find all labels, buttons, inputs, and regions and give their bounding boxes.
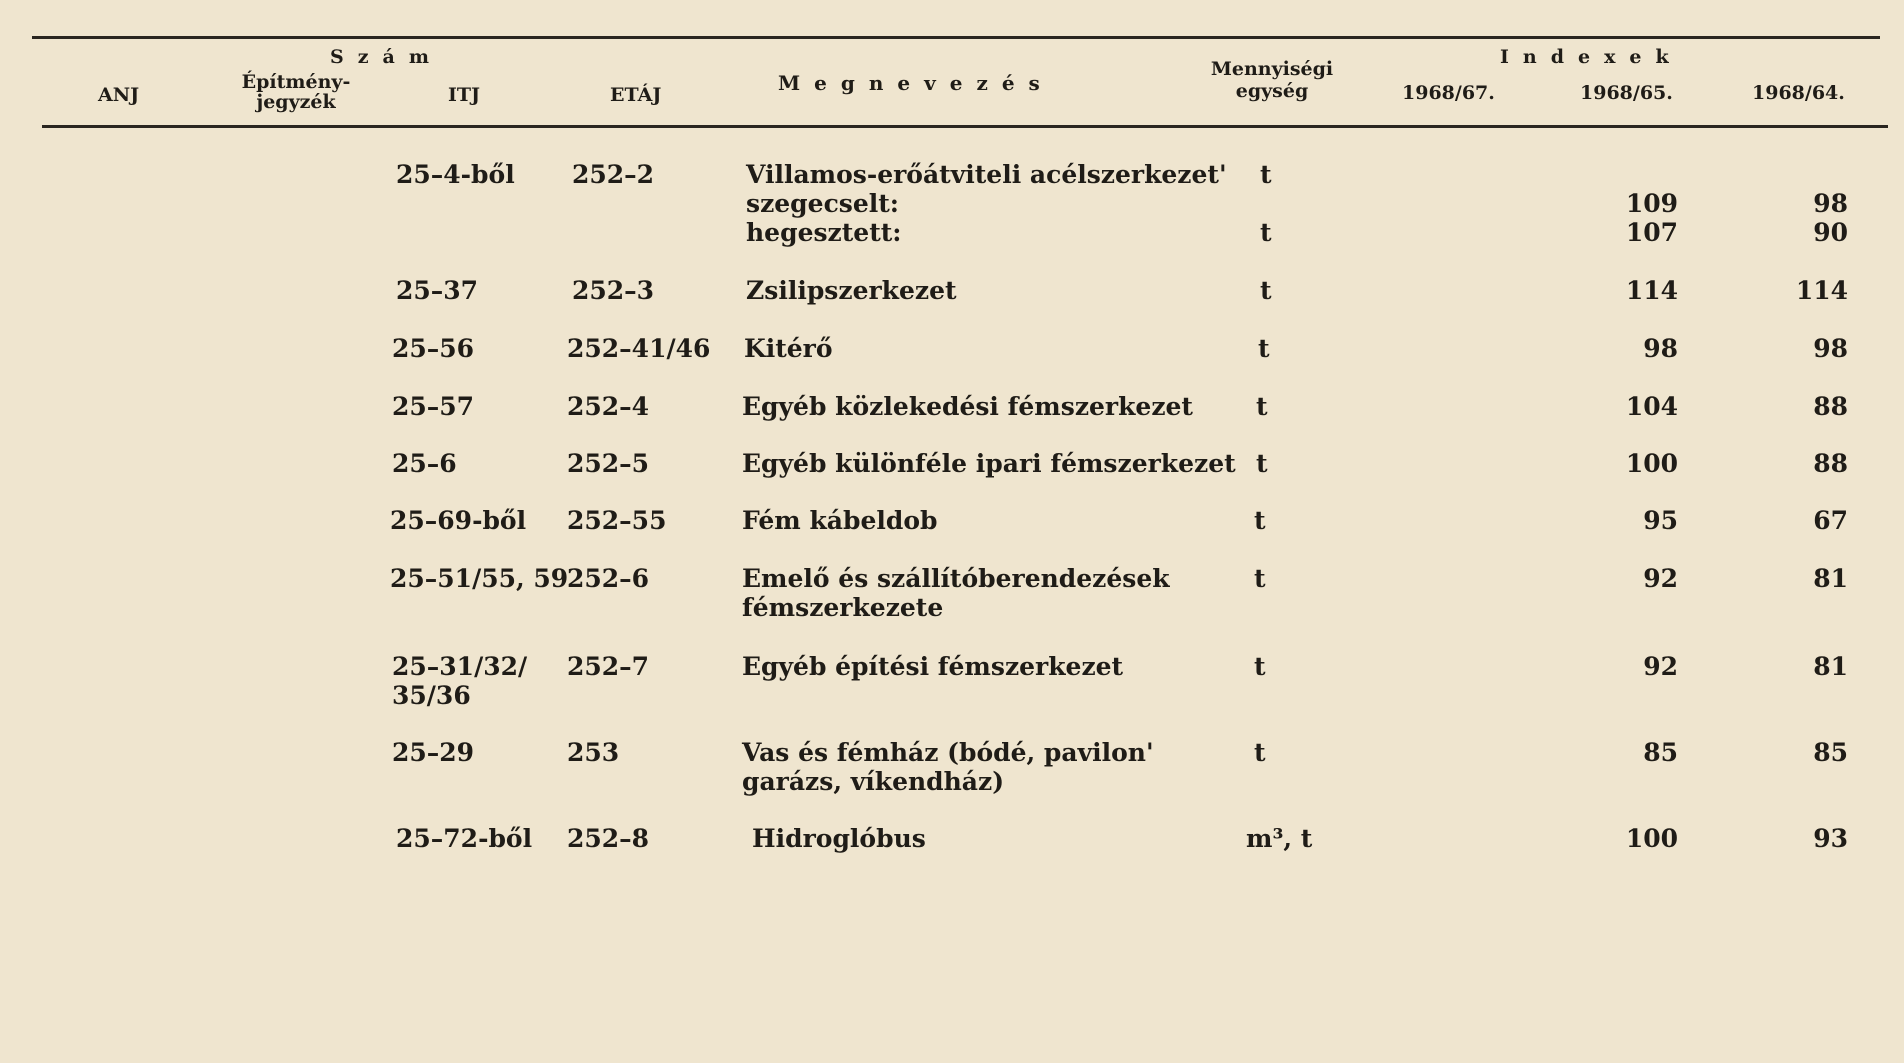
header-indexek: Indexek: [1500, 46, 1683, 68]
row-8-name: Egyéb építési fémszerkezet: [742, 652, 1124, 681]
row-2-index-64: 114: [1795, 276, 1848, 305]
header-mennyisegi-line2: egység: [1235, 80, 1309, 102]
row-10-index-65: 100: [1625, 824, 1678, 853]
row-9-index-65: 85: [1643, 738, 1678, 767]
row-5-itj: 25–6: [392, 449, 457, 478]
row-8-index-65: 92: [1643, 652, 1678, 681]
row-9-name-line2: garázs, víkendház): [742, 767, 1005, 796]
table-header-rule: [42, 125, 1888, 128]
row-5-index-64: 88: [1813, 449, 1848, 478]
header-mennyisegi-line1: Mennyiségi: [1210, 58, 1334, 80]
row-1-name: [746, 160, 1227, 247]
row-1-name-line2: szegecselt:: [746, 189, 900, 218]
row-6-name: Fém kábeldob: [742, 506, 938, 535]
row-9-unit: t: [1254, 738, 1266, 767]
row-1-itj: 25–4-ből: [396, 160, 515, 189]
header-epitmeny-line2: jegyzék: [256, 91, 336, 113]
row-6-index-65: 95: [1643, 506, 1678, 535]
row-6-itj: 25–69-ből: [390, 506, 527, 535]
header-epitmenyjegyzek: [226, 72, 366, 112]
row-1-unit-2: t: [1260, 218, 1272, 247]
row-10-etaj: 252–8: [567, 824, 650, 853]
header-anj: ANJ: [98, 84, 140, 106]
row-7-index-65: 92: [1643, 564, 1678, 593]
row-7-name-line1: Emelő és szállítóberendezések: [742, 564, 1170, 593]
row-9-index-64: 85: [1813, 738, 1848, 767]
row-3-etaj: 252–41/46: [567, 334, 711, 363]
table-top-rule: [32, 36, 1880, 39]
row-7-unit: t: [1254, 564, 1266, 593]
row-1-name-line3: hegesztett:: [746, 218, 902, 247]
row-3-unit: t: [1258, 334, 1270, 363]
header-megnevezes: Megnevezés: [778, 71, 1054, 95]
row-1-etaj: 252–2: [572, 160, 655, 189]
row-4-name: Egyéb közlekedési fémszerkezet: [742, 392, 1193, 421]
row-5-index-65: 100: [1625, 449, 1678, 478]
row-10-itj: 25–72-ből: [396, 824, 533, 853]
row-2-name: Zsilipszerkezet: [746, 276, 957, 305]
row-5-unit: t: [1256, 449, 1268, 478]
row-8-index-64: 81: [1813, 652, 1848, 681]
row-1-index-65-b: 107: [1625, 218, 1678, 247]
row-3-name: Kitérő: [744, 334, 833, 363]
row-1-name-line1: Villamos-erőátviteli acélszerkezet': [746, 160, 1227, 189]
row-7-name: [742, 564, 1170, 622]
row-9-name: [742, 738, 1154, 796]
row-1-index-65-a: 109: [1625, 189, 1678, 218]
row-6-unit: t: [1254, 506, 1266, 535]
row-5-etaj: 252–5: [567, 449, 650, 478]
header-mennyisegi-egyseg: [1192, 58, 1352, 102]
row-7-itj: 25–51/55, 59: [390, 564, 569, 593]
row-8-itj-line2: 35/36: [392, 681, 471, 710]
row-2-index-65: 114: [1625, 276, 1678, 305]
row-3-itj: 25–56: [392, 334, 475, 363]
row-8-unit: t: [1254, 652, 1266, 681]
header-year-1968-64: 1968/64.: [1752, 82, 1845, 104]
header-etaj: ETÁJ: [610, 84, 662, 106]
row-2-itj: 25–37: [396, 276, 479, 305]
row-6-index-64: 67: [1813, 506, 1848, 535]
row-7-index-64: 81: [1813, 564, 1848, 593]
row-2-unit: t: [1260, 276, 1272, 305]
row-7-name-line2: fémszerkezete: [742, 593, 944, 622]
row-8-itj: [392, 652, 527, 710]
row-2-etaj: 252–3: [572, 276, 655, 305]
row-10-index-64: 93: [1813, 824, 1848, 853]
row-1-unit-1: t: [1260, 160, 1272, 189]
row-8-itj-line1: 25–31/32/: [392, 652, 528, 681]
row-10-unit: m³, t: [1246, 824, 1313, 853]
row-4-index-65: 104: [1625, 392, 1678, 421]
row-4-unit: t: [1256, 392, 1268, 421]
row-4-index-64: 88: [1813, 392, 1848, 421]
row-10-name: Hidroglóbus: [752, 824, 926, 853]
row-9-name-line1: Vas és fémház (bódé, pavilon': [742, 738, 1154, 767]
row-7-etaj: 252–6: [567, 564, 650, 593]
row-4-etaj: 252–4: [567, 392, 650, 421]
header-year-1968-67: 1968/67.: [1402, 82, 1495, 104]
row-5-name: Egyéb különféle ipari fémszerkezet: [742, 449, 1236, 478]
header-szam: Szám: [330, 46, 443, 68]
row-3-index-65: 98: [1643, 334, 1678, 363]
header-itj: ITJ: [448, 84, 481, 106]
row-1-index-64-a: 98: [1813, 189, 1848, 218]
row-3-index-64: 98: [1813, 334, 1848, 363]
row-8-etaj: 252–7: [567, 652, 650, 681]
row-9-itj: 25–29: [392, 738, 475, 767]
row-9-etaj: 253: [567, 738, 620, 767]
header-epitmeny-line1: Építmény-: [241, 71, 351, 93]
header-year-1968-65: 1968/65.: [1580, 82, 1673, 104]
row-4-itj: 25–57: [392, 392, 475, 421]
row-1-index-64-b: 90: [1813, 218, 1848, 247]
row-6-etaj: 252–55: [567, 506, 667, 535]
